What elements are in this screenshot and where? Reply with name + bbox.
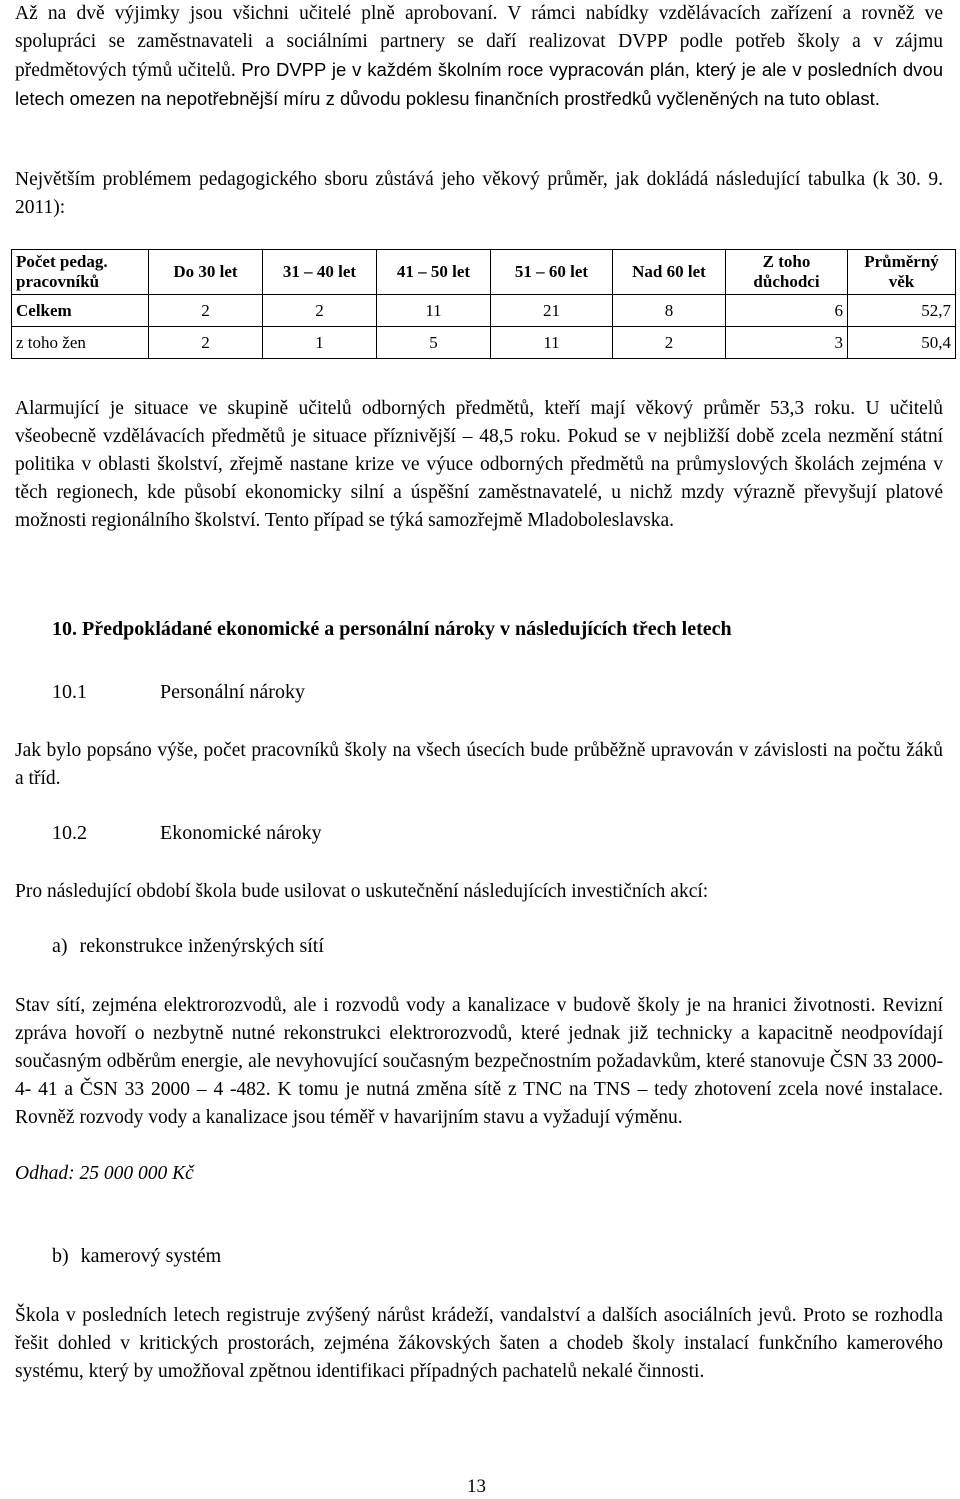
header-retirees: Z toho důchodci [726, 250, 848, 295]
header-over-60: Nad 60 let [613, 250, 726, 295]
header-under-30: Do 30 let [149, 250, 263, 295]
table-cell: 11 [491, 327, 613, 359]
subsection-number: 10.1 [52, 681, 87, 703]
paragraph-investments: Pro následující období škola bude usilovat o uskutečnění následujících investičních akcí: [15, 881, 709, 902]
table-cell: 5 [377, 327, 491, 359]
cost-estimate: Odhad: 25 000 000 Kč [15, 1163, 194, 1184]
paragraph-alarming: Alarmující je situace ve skupině učitelů odborných předmětů, kteří mají věkový průměr 53,3 roku. U učitelů všeobecně vzdělávacích předmětů je situace příznivější – 48,5 roku. Pokud se v nejbližší době zcela nezmění státní politika v oblasti školství, zřejmě nastane krize ve výuce odborných předmětů na průmyslových školách zejména v těch regionech, kde působí ekonomicky silní a úspěšní zaměstnavatelé, u nichž mzdy výrazně převyšují platové možnosti regionálního školství. Tento případ se týká samozřejmě Mladoboleslavska. [15, 398, 943, 531]
table-cell: 2 [149, 295, 263, 327]
table-cell: 1 [263, 327, 377, 359]
page-number: 13 [467, 1476, 486, 1497]
subsection-title: Personální nároky [160, 681, 305, 703]
list-item-a [52, 935, 324, 958]
table-cell: 2 [263, 295, 377, 327]
paragraph-dvpp [15, 0, 943, 114]
table-cell: 11 [377, 295, 491, 327]
list-item-label: b) [52, 1245, 69, 1267]
table-cell: 21 [491, 295, 613, 327]
row-label: Celkem [12, 295, 149, 327]
age-table [11, 249, 956, 359]
header-average-age: Průměrný věk [848, 250, 956, 295]
paragraph-personnel: Jak bylo popsáno výše, počet pracovníků školy na všech úsecích bude průběžně upravován v závislosti na počtu žáků a tříd. [15, 740, 943, 789]
table-cell: 50,4 [848, 327, 956, 359]
paragraph-age-problem: Největším problémem pedagogického sboru zůstává jeho věkový průměr, jak dokládá následující tabulka (k 30. 9. 2011): [15, 169, 943, 218]
table-cell: 3 [726, 327, 848, 359]
paragraph-networks: Stav sítí, zejména elektrorozvodů, ale i rozvodů vody a kanalizace v budově školy je na hranici životnosti. Revizní zpráva hovoří o nezbytně nutné rekonstrukci elektrorozvodů, které jednak již technicky a kapacitně neodpovídají současným odběrům energie, ale nevyhovující současným bezpečnostním požadavkům, které stanovuje ČSN 33 2000- 4- 41 a ČSN 33 2000 – 4 -482. K tomu je nutná změna sítě z TNC na TNS – tedy zhotovení zcela nové instalace. Rovněž rozvody vody a kanalizace jsou téměř v havarijním stavu a vyžadují výměnu. [15, 995, 943, 1128]
paragraph-dvpp-sans: Pro DVPP je v každém školním roce vypracován plán, který je ale v posledních dvou letech omezen na nepotřebnější míru z důvodu poklesu finančních prostředků vyčleněných na tuto oblast. [15, 59, 943, 109]
subsection-title: Ekonomické nároky [160, 822, 322, 844]
header-staff-count: Počet pedag. pracovníků [12, 250, 149, 295]
table-cell: 2 [149, 327, 263, 359]
section-heading-10: 10. Předpokládané ekonomické a personální nároky v následujících třech letech [52, 618, 732, 640]
paragraph-dvpp-serif: Až na dvě výjimky jsou všichni učitelé plně aprobovaní. V rámci nabídky vzdělávacích zařízení a rovněž ve spolupráci se zaměstnavateli a sociálními partnery se daří realizovat DVPP podle potřeb školy a v zájmu předmětových týmů učitelů. [15, 3, 943, 81]
header-31-40: 31 – 40 let [263, 250, 377, 295]
table-row [12, 327, 956, 359]
row-label: z toho žen [12, 327, 149, 359]
list-item-b [52, 1245, 221, 1268]
header-51-60: 51 – 60 let [491, 250, 613, 295]
table-cell: 2 [613, 327, 726, 359]
table-row [12, 295, 956, 327]
table-cell: 6 [726, 295, 848, 327]
list-item-text: kamerový systém [80, 1245, 222, 1267]
header-41-50: 41 – 50 let [377, 250, 491, 295]
paragraph-camera: Škola v posledních letech registruje zvýšený nárůst krádeží, vandalství a dalších asociálních jevů. Proto se rozhodla řešit dohled v kritických prostorách, zejména žákovských šaten a chodeb školy instalací funkčního kamerového systému, který by umožňoval zpětnou identifikaci případných pachatelů nekalé činnosti. [15, 1305, 943, 1382]
list-item-text: rekonstrukce inženýrských sítí [79, 935, 324, 957]
table-cell: 8 [613, 295, 726, 327]
list-item-label: a) [52, 935, 68, 957]
age-table-header-row [12, 250, 956, 295]
subsection-number: 10.2 [52, 822, 87, 844]
table-cell: 52,7 [848, 295, 956, 327]
